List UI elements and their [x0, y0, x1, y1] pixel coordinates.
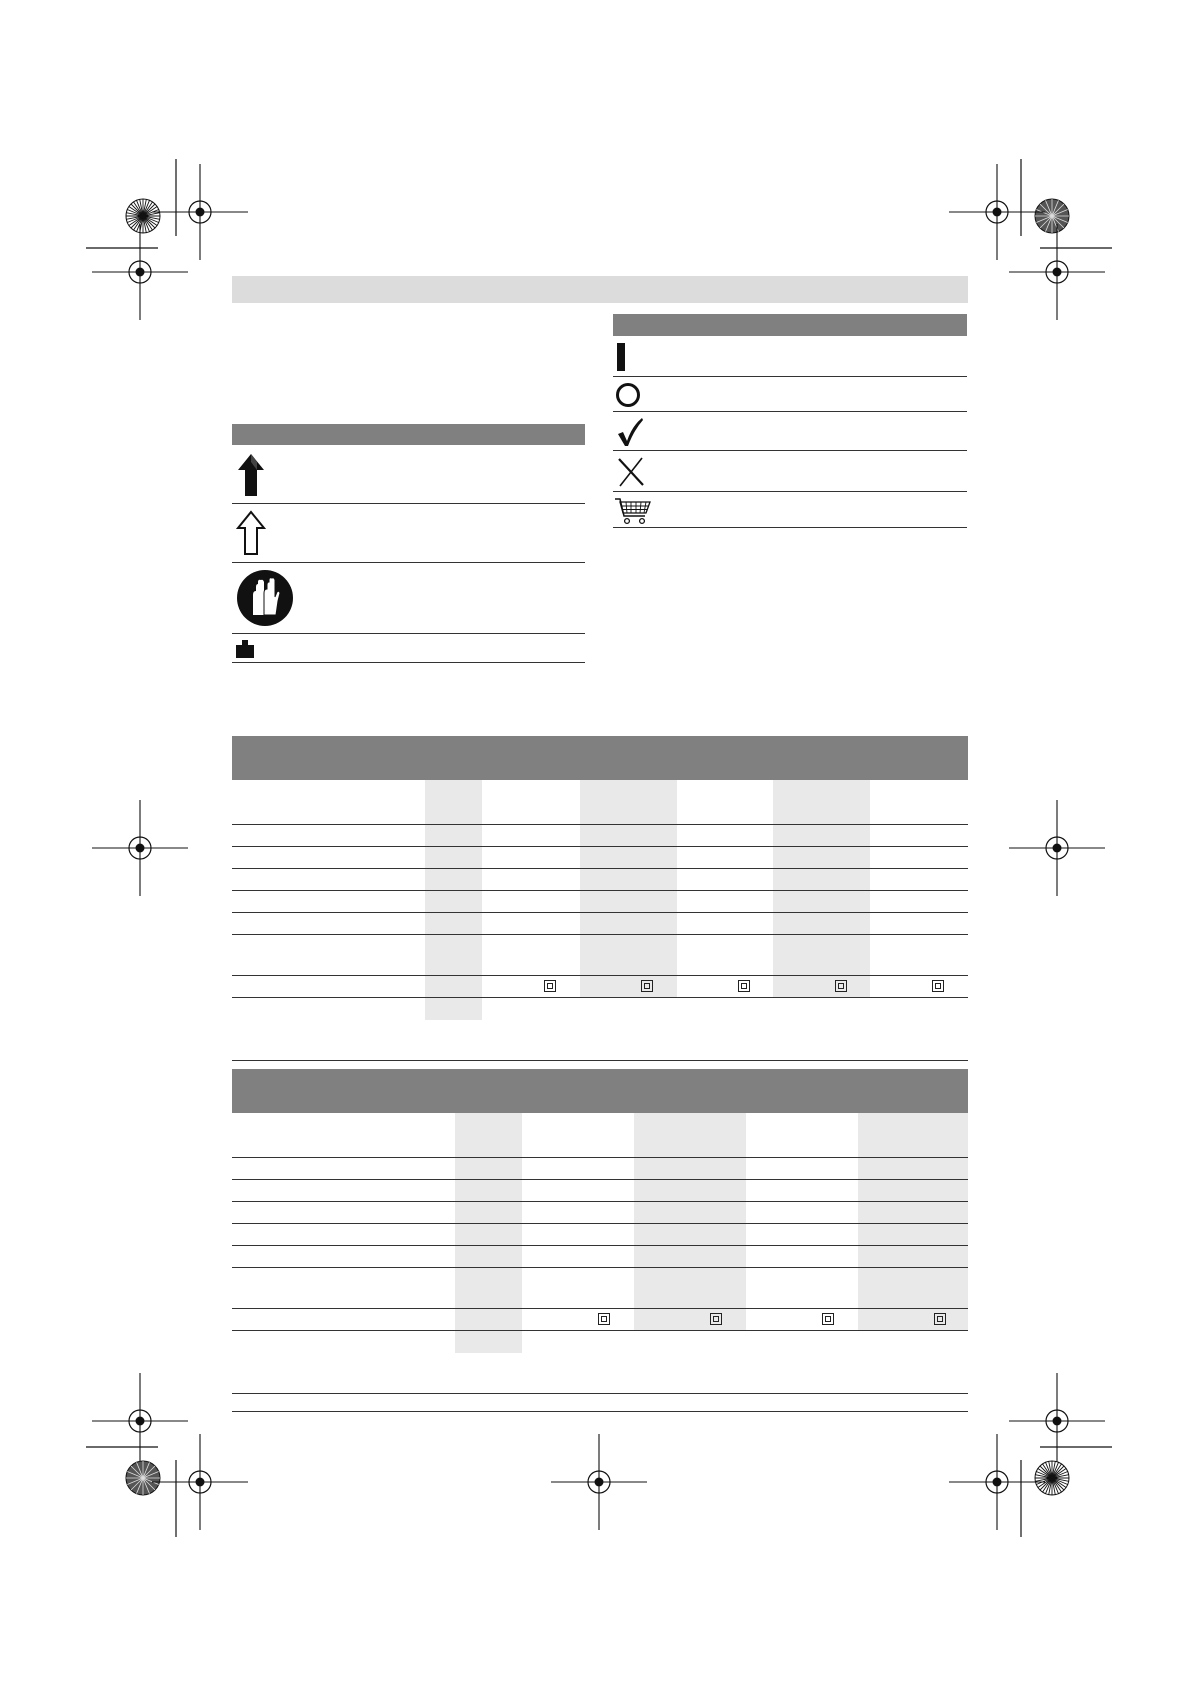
table-1-header: [232, 736, 968, 780]
protection-class-2-icon: [822, 1313, 834, 1325]
divider: [613, 411, 967, 412]
table-1-row-line: [232, 997, 968, 998]
table-2-row-line: [232, 1245, 968, 1246]
table-1-row-line: [232, 975, 968, 976]
section-divider: [232, 1393, 968, 1394]
section-divider: [232, 1060, 968, 1061]
table-2-shaded-column: [634, 1113, 746, 1331]
divider: [613, 527, 967, 528]
table-2-row-line: [232, 1179, 968, 1180]
table-1-shaded-column: [580, 780, 677, 998]
protection-class-2-icon: [738, 980, 750, 992]
check-icon: [616, 416, 646, 453]
symbols-right-heading-bar: [613, 314, 967, 336]
divider: [232, 503, 585, 504]
table-2-row-line: [232, 1330, 968, 1331]
technical-data-table-1: [232, 736, 968, 1020]
divider: [232, 562, 585, 563]
page-header-band: [232, 276, 968, 303]
table-2-shaded-column: [455, 1113, 522, 1353]
table-2-shaded-column: [858, 1113, 968, 1331]
divider: [613, 450, 967, 451]
on-switch-icon: [616, 342, 628, 377]
protection-class-2-icon: [641, 980, 653, 992]
table-2-row-line: [232, 1267, 968, 1268]
protection-class-2-icon: [932, 980, 944, 992]
table-2-row-line: [232, 1223, 968, 1224]
protection-class-2-icon: [710, 1313, 722, 1325]
divider: [232, 662, 585, 663]
table-1-shaded-column: [425, 780, 482, 1020]
table-1-row-line: [232, 934, 968, 935]
table-1-row-line: [232, 890, 968, 891]
table-1-shaded-column: [773, 780, 870, 998]
symbols-left-heading-bar: [232, 424, 585, 445]
weight-icon: [235, 639, 255, 664]
protection-class-2-icon: [544, 980, 556, 992]
table-1-row-line: [232, 912, 968, 913]
table-2-row-line: [232, 1201, 968, 1202]
table-2-header: [232, 1069, 968, 1113]
divider: [613, 491, 967, 492]
technical-data-table-2: [232, 1069, 968, 1353]
cross-icon: [616, 456, 646, 493]
protection-class-2-icon: [835, 980, 847, 992]
protection-class-2-icon: [598, 1313, 610, 1325]
table-1-row-line: [232, 824, 968, 825]
protection-class-2-icon: [934, 1313, 946, 1325]
shopping-cart-icon: [614, 496, 652, 531]
table-2-row-line: [232, 1308, 968, 1309]
divider: [232, 633, 585, 634]
protective-gloves-icon: [236, 569, 294, 632]
table-1-row-line: [232, 846, 968, 847]
table-2-row-line: [232, 1157, 968, 1158]
bold-arrow-up-icon: [236, 452, 266, 503]
divider: [613, 376, 967, 377]
outline-arrow-up-icon: [236, 510, 266, 561]
table-1-row-line: [232, 868, 968, 869]
section-divider: [232, 1411, 968, 1412]
